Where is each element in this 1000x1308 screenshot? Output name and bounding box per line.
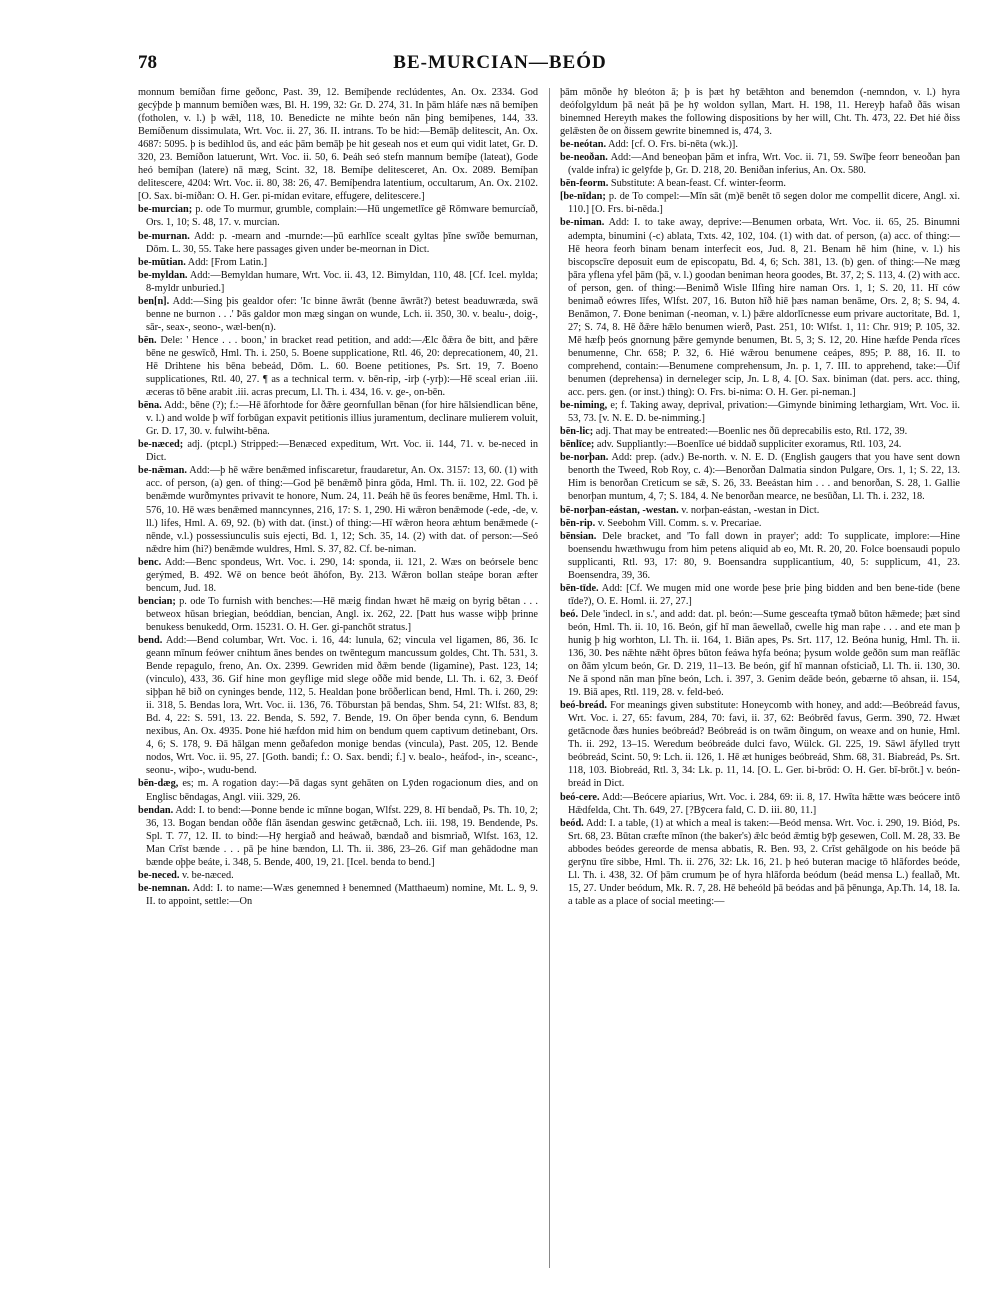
entry-text: Substitute: A bean-feast. Cf. winter-feorm. — [610, 178, 786, 190]
entry-headword: be-myldan. — [138, 269, 188, 281]
entry-headword: bendan. — [138, 804, 174, 816]
right-column — [560, 86, 960, 1271]
entry-text: Add: p. -mearn and -murnde:—þū earhlīce scealt gyltas þīne swīðe bemurnan, Dōm. L. 30, 55. Take here passages given under be-meornan in Dict. — [146, 230, 538, 255]
entry-headword: be-murnan. — [138, 230, 190, 242]
entry-text: adj. (ptcpl.) Stripped:—Benæced expeditum, Wrt. Voc. ii. 144, 71. v. be-neced in Dict. — [146, 439, 538, 464]
entry-text: Add: prep. (adv.) Be-north. v. N. E. D. (English gaugers that you have sent down benorth the Tweed, Rob Roy, c. 4):—Benorðan Dalmatia sindon Pulgare, Ors. 1, 1; S. 22, 13. Him is benorðan Creticum se sǣ, S. 26, 33. Beeástan him . . . and benorðan, S. 28, 1. Gallie benorþan muntum, 4, 7; S. 184, 4. Ne benorðan mearce, ne besūðan, Ll. Th. i. 232, 18. — [568, 452, 960, 503]
entry-headword: be-mūtian. — [138, 256, 186, 268]
dictionary-entry — [138, 86, 538, 203]
entry-text: es; m. A rogation day:—Þā dagas synt gehāten on Lȳden rogacionum dies, and on Englisc bēndagas, Angl. viii. 329, 26. — [146, 778, 538, 803]
entry-text: For meanings given substitute: Honeycomb with honey, and add:—Beóbreád favus, Wrt. Voc. i. 27, 65: favum, 284, 70: favi, ii. 37, 62: Beóbrēd favus, Germ. 390, 72. Hwæt getācnode ðæs hunies beóbreád? Beóbreád is on twām ðingum, on weaxe and on hunie, Hml. Th. ii. 292, 13–15. Weredum beóbreáde dulci favo, Wülck. Gl. 225, 19. Sāwl āfylled trytt beóbreád, Scint. 50, 9: Lch. ii. 126, 1. Hē æt huniges beóbreád, Shm. 68, 31. Biabreád, Ps. Srt. 118, 103. Biobreád, Rtl. 3, 34: Lk. p. 11, 14. [O. L. Ger. bi-bröd: O. H. Ger. bī-brōt.] v. beón-breád in Dict. — [568, 700, 960, 790]
dictionary-entry — [560, 138, 960, 151]
entry-text: Add: [cf. O. Frs. bi-nēta (wk.)]. — [608, 139, 738, 151]
entry-text: Add:—þ hē wǣre benǣmed infiscaretur, fraudaretur, An. Ox. 3157: 13, 60. (1) with acc. of person, (a) gen. of thing:—God þē benǣmð þinra gōda, Hml. Th. ii. 102, 22. God þē benǣmde wurðmyntes privavit te honore, Num. 24, 11. Þeáh hē ūs feores benǣme, Hml. Th. i. 576, 10. Hē wæs benǣmed manncynnes, 216, 17: S. 1, 290. Hi wǣron benǣmode (-ede, -de, v. ll.) lifes, Hml. A. 69, 92. (b) with dat. (inst.) of thing:—Hī wǣron heora æhtum benǣmede (-nēnde, v.l.) possessiunculis suis ejecti, Bd. 1, 12; Sch. 35, 14. (2) with dat. of person:—Seó nǣdre him (hi?) benǣmde wuldres, Hml. S. 37, 82. Cf. be-niman. — [146, 465, 538, 555]
dictionary-entry — [560, 608, 960, 699]
dictionary-entry — [138, 399, 538, 438]
running-head: BE-MURCIAN—BEÓD — [393, 52, 607, 73]
dictionary-entry — [560, 399, 960, 425]
dictionary-entry — [560, 86, 960, 138]
entry-text: v. norþan-eástan, -westan in Dict. — [681, 504, 820, 516]
entry-headword: be-norþan. — [560, 452, 609, 464]
entry-headword: bencian; — [138, 595, 176, 607]
dictionary-entry — [138, 256, 538, 269]
entry-text: Add:—Beócere apiarius, Wrt. Voc. i. 284, 69: ii. 8, 17. Hwīta hǣtte wæs beócere intō Hǣdfelda, Cht. Th. 649, 27. [?Bȳcera fald, C. D. iii. 80, 11.] — [568, 791, 960, 816]
entry-text: p. de To compel:—Mīn sāt (m)ē benēt tō segen dolor me compellit dicere, Angl. xi. 110.] [O. Frs. bi-nēda.] — [568, 191, 960, 216]
dictionary-entry — [560, 817, 960, 908]
entry-text: Add: I. to name:—Wæs genemned ł benemned (Matthaeum) nomine, Mt. L. 9, 9. II. to appoint, settle:—On — [146, 882, 538, 907]
entry-headword: bēna. — [138, 400, 162, 412]
dictionary-entry — [560, 451, 960, 503]
entry-text: Add: I. to bend:—Þonne bende ic mīnne bogan, Wlfst. 229, 8. Hī bendað, Ps. Th. 10, 2; 36, 13. Bogan bendan oððe flān āsendan geswinc getǣcnað, Lch. iii. 198, 19. Bendende, Ps. Spl. T. 77, 12. II. to bind:—Hȳ hergiað and heáwað, bændað and bismriað, Wlfst. 163, 12. Man Crīst bænde . . . pā þe hine bændon, Ll. Th. ii. 386, 23–26. Gif man gehādodne man bænde oþþe beáte, i. 348, 5. Bende, 400, 19, 21. [Icel. benda to bend.] — [146, 804, 538, 868]
dictionary-entry — [560, 699, 960, 790]
dictionary-entry — [560, 216, 960, 399]
entry-text: Add:, bēne (?); f.:—Hē āforhtode for ðǣre geornfullan bēnan (for hire hālsiendlican bēne, v. l.) and wolde þ wīf forbūgan expavit petitionis illius juramentum, declinare mulierem voluit, Gr. D. 17, 30. v. fulwiht-bēna. — [146, 400, 538, 438]
entry-headword: be-neced. — [138, 869, 180, 881]
dictionary-entry — [138, 203, 538, 229]
entry-headword: be-nǣman. — [138, 465, 187, 477]
dictionary-entry — [560, 504, 960, 517]
entry-headword: be-næced; — [138, 439, 184, 451]
entry-text: Add:—Benc spondeus, Wrt. Voc. i. 290, 14: sponda, ii. 121, 2. Wæs on beórsele benc gerýmed, B. 492. Wē on bence beót āhófon, By. 213. Wǣron bollan steápe boran æfter bencum, Jud. 18. — [146, 556, 538, 594]
dictionary-entry — [560, 190, 960, 216]
dictionary-entry — [138, 804, 538, 869]
entry-text: Add: [From Latin.] — [187, 256, 268, 268]
entry-headword: be-niming, — [560, 400, 608, 412]
entry-headword: be-niman. — [560, 217, 605, 229]
entry-text: Add:—And beneoþan þām et infra, Wrt. Voc. ii. 71, 59. Swīþe feorr beneoðan þan (valde infra) ic gelȳfde þ, Gr. D. 218, 20. Beniðan inferius, An. Ox. 580. — [568, 152, 960, 177]
dictionary-entry — [138, 438, 538, 464]
dictionary-entry — [138, 556, 538, 595]
entry-headword: bēn-tīde. — [560, 582, 599, 594]
left-column — [138, 86, 538, 1271]
entry-headword: bend. — [138, 634, 163, 646]
dictionary-entry — [138, 882, 538, 908]
entry-headword: ben[n]. — [138, 295, 170, 307]
entry-headword: bēn-rip. — [560, 517, 596, 529]
entry-text: e; f. Taking away, deprival, privation:—Gimynde biniming lethargiam, Wrt. Voc. ii. 53, 73. [v. N. E. D. be-nimming.] — [568, 400, 960, 425]
entry-text: monnum bemíðan firne geðonc, Past. 39, 12. Bemíþende reclúdentes, An. Ox. 2334. God gecýþde þ mannum bemíðen wæs, Bl. H. 199, 32: Gr. D. 274, 31. In þām hláfe næs nā bemíþen (fotholen, v. l.) þ wǣl, 118, 10. Benedicte ne mihte beón nān þing bemiþenes, 144, 33. Bemíðenum dissimulata, Wrt. Voc. ii. 27, 36. II. intrans. To be hid:—Bemāþ delitescit, An. Ox. 4687: 5095. þ is bedihlod ūs, and eác þām bemāþ þe hit geseah nos et eum qui vidit latet, Gr. D. 320, 23. Bemíðon latuerunt, Wrt. Voc. ii. 50, 6. Þeáh seó stefn mannum bemíþe (lateat), Gode heó bemíþan (latere) nā mæg, Scint. 32, 18. Bemíþe delitesceret, An. Ox. 2089. Bemíþan delitescere, 4204: Wrt. Voc. ii. 80, 38: 26, 47. Bemíþendra latentium, occultarum, An. Ox. 2102. [O. Sax. bi-míðan: O. H. Ger. pi-mídan evitare, effugere, delitescere.] — [138, 87, 538, 203]
entry-headword: beó-cere. — [560, 791, 600, 803]
dictionary-entry — [560, 177, 960, 190]
entry-text: Add:—Bend columbar, Wrt. Voc. i. 16, 44: lunula, 62; vincula vel ligamen, 86, 36. Ic geann mīnum feówer cnihtum ānes bendes on twēntegum mancussum goldes, Cht. Th. 531, 3. Bende repagulo, freno, An. Ox. 2399. Gewriden mid ðǣm bende (ligamine), Past. 123, 14; (vinculo), 433, 36. Gif hine mon geyflige mid slege oððe mid bende, Ll. Th. i. 62, 3. Ðeóf siþþan hē bið on cyninges bende, 112, 5. Healdan þone brōðerlican bend, Hml. Th. i. 260, 29: ii. 318, 5. Bendas lora, Wrt. Voc. ii. 136, 76. Tōburstan þā bendas, Shm. 54, 21: Wlfst. 83, 8; Bd. 4, 22: S. 591, 13. 22. Benda, S. 592, 7. Bende, 19. On ōþer benda cynn, 6. Bendum nexibus, An. Ox. 4935. Þone hié hæfdon mid him on bendum quem captivum detinebant, Ors. 4, 6; S. 178, 9. Ðā hālgan menn geðafedon monige bendas (vincula), Past. 205, 12. Bende nodos, Wrt. Voc. ii. 95, 27. [Goth. bandi; f.: O. Sax. bendi; f.] v. bealo-, heáfod-, in-, sceanc-, seonu-, wiþo-, wudu-bend. — [146, 634, 538, 777]
dictionary-entry — [560, 517, 960, 530]
dictionary-entry — [138, 595, 538, 634]
entry-text: adv. Suppliantly:—Boenlīce ué biddað suppliciter exoramus, Rtl. 103, 24. — [596, 439, 902, 451]
dictionary-entry — [138, 464, 538, 555]
entry-text: v. be-næced. — [182, 869, 234, 881]
dictionary-entry — [138, 777, 538, 803]
entry-headword: beód. — [560, 817, 584, 829]
dictionary-entry — [560, 425, 960, 438]
dictionary-entry — [560, 530, 960, 582]
entry-text: adj. That may be entreated:—Boenlic nes ðū deprecabilis esto, Rtl. 172, 39. — [595, 426, 908, 438]
entry-text: v. Seebohm Vill. Comm. s. v. Precariae. — [597, 517, 762, 529]
entry-headword: bē-norþan-eástan, -westan. — [560, 504, 679, 516]
dictionary-entry — [560, 582, 960, 608]
entry-headword: bēn-dæg, — [138, 778, 179, 790]
entry-headword: bēn. — [138, 334, 157, 346]
entry-text: Add:—Sing þis gealdor ofer: 'Ic binne āwrāt (benne āwrāt?) betest beaduwræda, swā benne ne burnon . . .' Þās galdor mon mæg singan on wunde, Lch. ii. 350, 30. v. bealu-, doig-, sār-, seax-, seono-, wæl-ben(n). — [146, 295, 538, 333]
dictionary-entry — [560, 791, 960, 817]
entry-text: Add:—Bemyldan humare, Wrt. Voc. ii. 43, 12. Bimyldan, 110, 48. [Cf. Icel. mylda; 8-myldr unburied.] — [146, 269, 538, 294]
page-number: 78 — [138, 52, 157, 73]
entry-headword: bēn-lic; — [560, 426, 594, 438]
entry-headword: be-murcian; — [138, 204, 193, 216]
entry-headword: be-neótan. — [560, 139, 607, 151]
entry-headword: bēnlīce; — [560, 439, 595, 451]
entry-text: Dele bracket, and 'To fall down in prayer'; add: To supplicate, implore:—Hine boensendu hwæthwugu from him petens aliquid ab eo, Mt. R. 20, 20. Folce boensaudi populo supplicanti, Rtl. 93, 17: 80, 9. Boensandra supplicantium, 40, 5: supplicum, 41, 23. Boensendra, 39, 36. — [568, 530, 960, 581]
entry-text: Add: I. a table, (1) at which a meal is taken:—Beód mensa. Wrt. Voc. i. 290, 19. Biód, Ps. Srt. 68, 23. Būtan cræfte mīnon (the baker's) ǣlc beód ǣmtig bȳþ gesewen, Coll. M. 28, 33. Be abbodes beódes gereorde de mensa abbatis, R. Ben. 93, 2. Crīst gehālgode on his beóde þā gerȳnu tīre sibbe, Hml. Th. ii. 276, 32: Lk. 16, 21. þ heó buteran macige tō hlāfordes beóde, Ll. Th. i. 438, 32. Of þām crumum þe of hyra hlāforda beódum (beád mensa L.) feallað, Mt. 15, 27. Under beódum, Mk. R. 7, 28. Hē beheóld þā beódas and þā þēnunga, Ap.Th. 14, 18. Ia. a table as a place of social meeting:— — [568, 817, 960, 907]
entry-text: Add: [Cf. We mugen mid one worde þese þrie þing bidden and ben bene-tide (bene tīde?), O. E. Homl. ii. 27, 27.] — [568, 582, 960, 607]
entry-text: þām mōnðe hȳ bleóton ā; þ is þæt hȳ betǣhton and benemdon (-nemndon, v. l.) hyra deófolgyldum þā neát þā þe hȳ woldon syllan, Mart. H. 198, 11. Hereyþ hafað ðās wisan binemned Hereyth makes the following dispositions by her will, Cht. Th. 473, 22. Ðet hié ðiss gelǣsten ðe on ðissem gewrite binemned is, 474, 3. — [560, 87, 960, 138]
dictionary-entry — [138, 295, 538, 334]
page-header — [130, 52, 870, 82]
entry-text: p. ode To murmur, grumble, complain:—Hū ungemetlīce gē Rōmware bemurcíað, Ors. 1, 10; S. 48, 17. v. murcian. — [146, 204, 538, 229]
dictionary-entry — [138, 869, 538, 882]
entry-headword: beó-breád. — [560, 700, 608, 712]
dictionary-entry — [138, 230, 538, 256]
entry-headword: [be-nīdan; — [560, 191, 606, 203]
entry-headword: benc. — [138, 556, 162, 568]
entry-text: p. ode To furnish with benches:—Hē mæig findan hwæt hē mæig on byrig bētan . . . betweox hūsan briegian, beóddian, bencian, Angl. ix. 262, 22. [Þatt hus wasse wiþþ þrinne benukess benukedd, Orm. 15231. O. H. Ger. gi-panchōt stratus.] — [146, 595, 538, 633]
entry-headword: beó. — [560, 608, 579, 620]
dictionary-entry — [560, 151, 960, 177]
entry-text: Dele: ' Hence . . . boon,' in bracket read petition, and add:—Ælc ðǣra ðe bitt, and þǣre bēne ne geswīcð, Hml. Th. i. 250, 5. Boene supplicatione, Rtl. 46, 20: deprecationem, 40, 21. Hē Drihtene his bēna bebeád, Dōm. L. 60. Boene petitiones, Ps. Srt. 19, 7. Boeno supplicationes, Rtl. 40, 27. ¶ as a technical term. v. bēn-rip, -irþ (-yrþ):—Hē sceal erian .iii. æceras tō bēne arabit .iii. acras precum, Ll. Th. i. 434, 16. v. ge-, on-bēn. — [146, 334, 538, 399]
dictionary-entry — [560, 438, 960, 451]
entry-text: Add: I. to take away, deprive:—Benumen orbata, Wrt. Voc. ii. 65, 25. Binumni adempta, binumini (-c) ablata, Txts. 42, 102, 104. (1) with dat. of person, (a) acc. of thing:—Hē heora feorh binam benam interfecit eos, Jud. 8, 21. Benam hē him (hine, v. l.) his biscopscīre deposuit eum de episcopatu, Bd. 4, 6; Sch. 381, 13. (b) gen. of thing:—Ne mæg þāra yflena yfel þām (þā, v. l.) goodan beniman heora goodes, Bt. 37, 2; S. 113, 4. (2) with acc. of person, gen. of thing:—Benimð Wisle Ilfing hire naman Ors. 1, 1; S. 20, 11. Hī ców benimað eówres līfes, Wlfst. 207, 16. Buton hīð hiē þæs naman benāme, Ors. 2, 8; S. 94, 4. Benāmon, 7. Ðone beniman (-neoman, v. l.) þǣre aldorlīcnesse eum privare auctoritate, Bd. 1, 27; S. 74, 8. Hē ðǣre hǣlo benumen wierð, Past. 251, 10: Wlfst. 1, 11: Chr. 919; P. 105, 32. Mē hæfþ þeós gnornung þǣre gemynde benumen, Bt. 5, 3; S. 12, 20. Hine hæfde Penda rīces benumenne, Chr. 658; P. 32, 6. Hié wǣrou benumene ceápes, 895; P. 88, 16. II. to comprehend, contain:—Benumene comprehensum, Jn. p. 1, 7. III. to apprehend, take:—Ūif benumen (deprehensa) in derneleger scip, Jn. L 8, 4. [O. Sax. biniman (dat. pers. acc. thing, acc. pers. gen. (or inst.) thing): O. Frs. bi-nima: O. H. Ger. pi-neman.] — [568, 217, 960, 399]
entry-headword: be-nemnan. — [138, 882, 190, 894]
dictionary-entry — [138, 269, 538, 295]
dictionary-entry — [138, 634, 538, 778]
column-divider — [549, 88, 550, 1268]
entry-headword: bēnsian. — [560, 530, 597, 542]
entry-headword: bēn-feorm. — [560, 178, 609, 190]
dictionary-entry — [138, 334, 538, 399]
entry-text: Dele 'indecl. in s.', and add: dat. pl. beón:—Sume gesceafta tȳmað būton hǣmede; þæt sind beón, Hml. Th. ii. 10, 16. Beón, gif hī man āewellað, cwelle hig man raþe . . . and ete man þ hunig þ hig worhton, Ll. Th. ii. 164, 1. Biān apes, Ps. Srt. 117, 12. Beóna hunig, Hml. Th. ii. 136, 30. Þes nǣhte nǣht ōþres būton feáwa hȳfa beóna; þysum wolde geðōn sum man reāflāc on ðām ylcum beón, Gr. D. 219, 11–13. Be beón, gif hī mannan ofsticiað, Ll. Th. ii. 130, 30. Ne ā spond nān man þīne beón, Lch. i. 397, 3. Genim deāde beón, gebærne tō ahsan, ii. 154, 19. Biā apes, Rtl. 119, 28. v. feld-beó. — [568, 608, 960, 699]
entry-headword: be-neoðan. — [560, 152, 608, 164]
